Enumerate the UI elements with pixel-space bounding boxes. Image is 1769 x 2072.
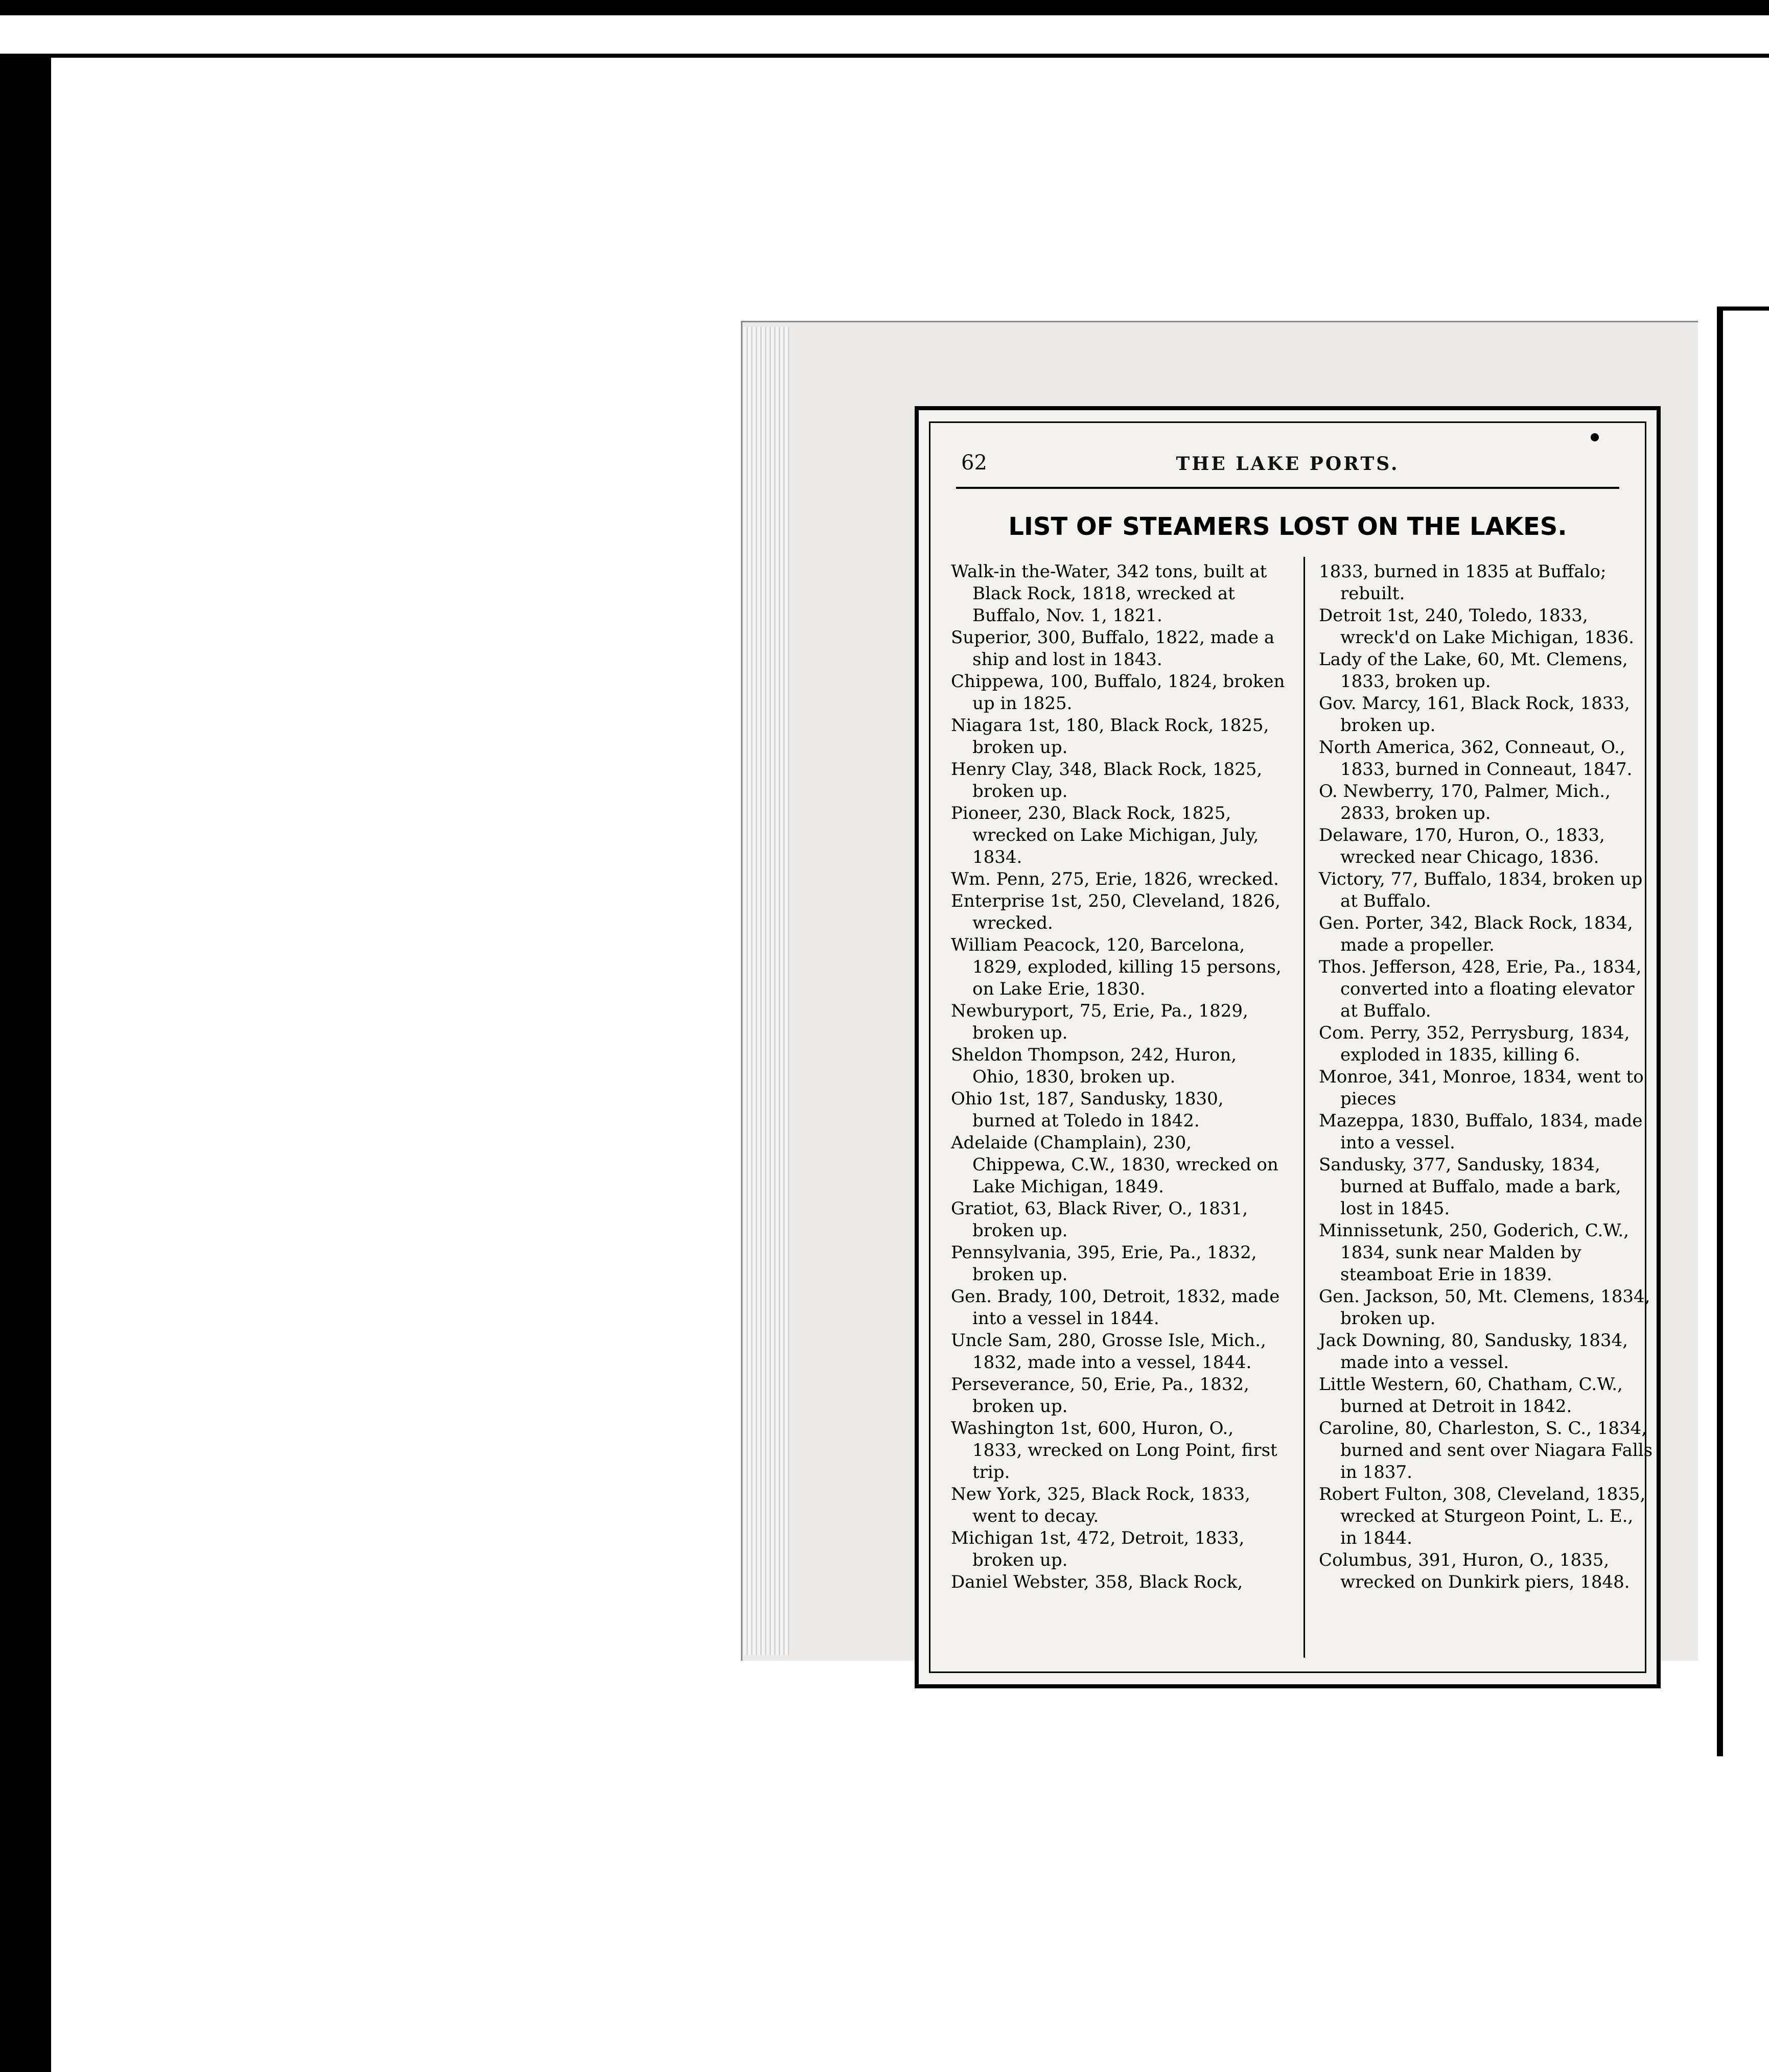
list-item: Perseverance, 50, Erie, Pa., 1832, broken up. bbox=[951, 1374, 1249, 1417]
list-item: Robert Fulton, 308, Cleveland, 1835, wrecked at Sturgeon Point, L. E., in 1844. bbox=[1319, 1484, 1646, 1548]
facing-page bbox=[1717, 307, 1769, 1756]
page-border bbox=[915, 406, 1661, 1688]
list-item: Gov. Marcy, 161, Black Rock, 1833, broken up. bbox=[1319, 693, 1630, 736]
running-head: THE LAKE PORTS. bbox=[1176, 453, 1400, 475]
right-column bbox=[1319, 561, 1654, 1593]
list-item: Minnissetunk, 250, Goderich, C.W., 1834, sunk near Malden by steamboat Erie in 1839. bbox=[1319, 1220, 1629, 1285]
page-inner-border bbox=[929, 421, 1653, 1673]
list-item: North America, 362, Conneaut, O., 1833, burned in Conneaut, 1847. bbox=[1319, 737, 1633, 780]
list-item: Delaware, 170, Huron, O., 1833, wrecked near Chicago, 1836. bbox=[1319, 825, 1605, 867]
list-item: Enterprise 1st, 250, Cleveland, 1826, wrecked. bbox=[951, 891, 1281, 933]
list-item: Walk-in the-Water, 342 tons, built at Black Rock, 1818, wrecked at Buffalo, Nov. 1, 1821. bbox=[951, 561, 1267, 626]
list-item: Caroline, 80, Charleston, S. C., 1834, burned and sent over Niagara Falls in 1837. bbox=[1319, 1418, 1653, 1482]
list-item: Niagara 1st, 180, Black Rock, 1825, broken up. bbox=[951, 715, 1269, 758]
list-item: Lady of the Lake, 60, Mt. Clemens, 1833, broken up. bbox=[1319, 649, 1628, 692]
list-item: William Peacock, 120, Barcelona, 1829, exploded, killing 15 persons, on Lake Erie, 1830. bbox=[951, 935, 1282, 999]
list-item: Daniel Webster, 358, Black Rock, bbox=[951, 1572, 1243, 1592]
list-item: Gratiot, 63, Black River, O., 1831, broken up. bbox=[951, 1198, 1248, 1241]
header-rule bbox=[956, 487, 1619, 489]
list-item: Com. Perry, 352, Perrysburg, 1834, exploded in 1835, killing 6. bbox=[1319, 1023, 1630, 1065]
list-item: 1833, burned in 1835 at Buffalo; rebuilt. bbox=[1319, 561, 1607, 604]
list-item: Pioneer, 230, Black Rock, 1825, wrecked on Lake Michigan, July, 1834. bbox=[951, 803, 1259, 867]
list-item: Thos. Jefferson, 428, Erie, Pa., 1834, converted into a floating elevator at Buffalo. bbox=[1319, 957, 1642, 1021]
list-item: Sandusky, 377, Sandusky, 1834, burned at Buffalo, made a bark, lost in 1845. bbox=[1319, 1155, 1621, 1219]
list-item: Gen. Jackson, 50, Mt. Clemens, 1834, broken up. bbox=[1319, 1286, 1650, 1329]
list-item: Henry Clay, 348, Black Rock, 1825, broken up. bbox=[951, 759, 1263, 802]
list-item: Adelaide (Champlain), 230, Chippewa, C.W., 1830, wrecked on Lake Michigan, 1849. bbox=[951, 1133, 1278, 1197]
scan-frame-left bbox=[0, 54, 51, 2072]
scan-frame-inner-top bbox=[51, 54, 1769, 58]
list-item: O. Newberry, 170, Palmer, Mich., 2833, broken up. bbox=[1319, 781, 1611, 823]
list-item: Pennsylvania, 395, Erie, Pa., 1832, broken up. bbox=[951, 1242, 1257, 1285]
list-item: Detroit 1st, 240, Toledo, 1833, wreck'd on Lake Michigan, 1836. bbox=[1319, 605, 1634, 648]
list-item: Washington 1st, 600, Huron, O., 1833, wrecked on Long Point, first trip. bbox=[951, 1418, 1277, 1482]
list-item: Victory, 77, Buffalo, 1834, broken up at Buffalo. bbox=[1319, 869, 1643, 911]
list-item: Monroe, 341, Monroe, 1834, went to pieces bbox=[1319, 1067, 1644, 1109]
list-item: Columbus, 391, Huron, O., 1835, wrecked on Dunkirk piers, 1848. bbox=[1319, 1550, 1630, 1592]
book-page-edges bbox=[743, 327, 789, 1655]
list-item: Little Western, 60, Chatham, C.W., burned at Detroit in 1842. bbox=[1319, 1374, 1623, 1417]
page-header bbox=[961, 451, 1614, 482]
list-item: Chippewa, 100, Buffalo, 1824, broken up in 1825. bbox=[951, 671, 1285, 714]
list-item: Sheldon Thompson, 242, Huron, Ohio, 1830, broken up. bbox=[951, 1045, 1237, 1087]
list-item: Superior, 300, Buffalo, 1822, made a ship and lost in 1843. bbox=[951, 627, 1275, 670]
list-item: Gen. Brady, 100, Detroit, 1832, made into a vessel in 1844. bbox=[951, 1286, 1280, 1329]
list-title: LIST OF STEAMERS LOST ON THE LAKES. bbox=[1008, 512, 1567, 541]
left-column bbox=[951, 561, 1286, 1593]
list-item: Gen. Porter, 342, Black Rock, 1834, made a propeller. bbox=[1319, 913, 1633, 955]
list-item: Mazeppa, 1830, Buffalo, 1834, made into a vessel. bbox=[1319, 1111, 1643, 1153]
list-item: Michigan 1st, 472, Detroit, 1833, broken up. bbox=[951, 1528, 1245, 1570]
list-item: Ohio 1st, 187, Sandusky, 1830, burned at Toledo in 1842. bbox=[951, 1089, 1224, 1131]
column-divider bbox=[1304, 557, 1305, 1658]
list-item: Jack Downing, 80, Sandusky, 1834, made into a vessel. bbox=[1319, 1330, 1628, 1373]
list-item: Uncle Sam, 280, Grosse Isle, Mich., 1832, made into a vessel, 1844. bbox=[951, 1330, 1266, 1373]
page-number: 62 bbox=[961, 451, 987, 475]
list-item: Newburyport, 75, Erie, Pa., 1829, broken up. bbox=[951, 1001, 1248, 1043]
ink-dot bbox=[1591, 433, 1599, 441]
list-item: New York, 325, Black Rock, 1833, went to decay. bbox=[951, 1484, 1250, 1526]
scan-frame-top bbox=[0, 0, 1769, 15]
list-item: Wm. Penn, 275, Erie, 1826, wrecked. bbox=[951, 869, 1279, 889]
